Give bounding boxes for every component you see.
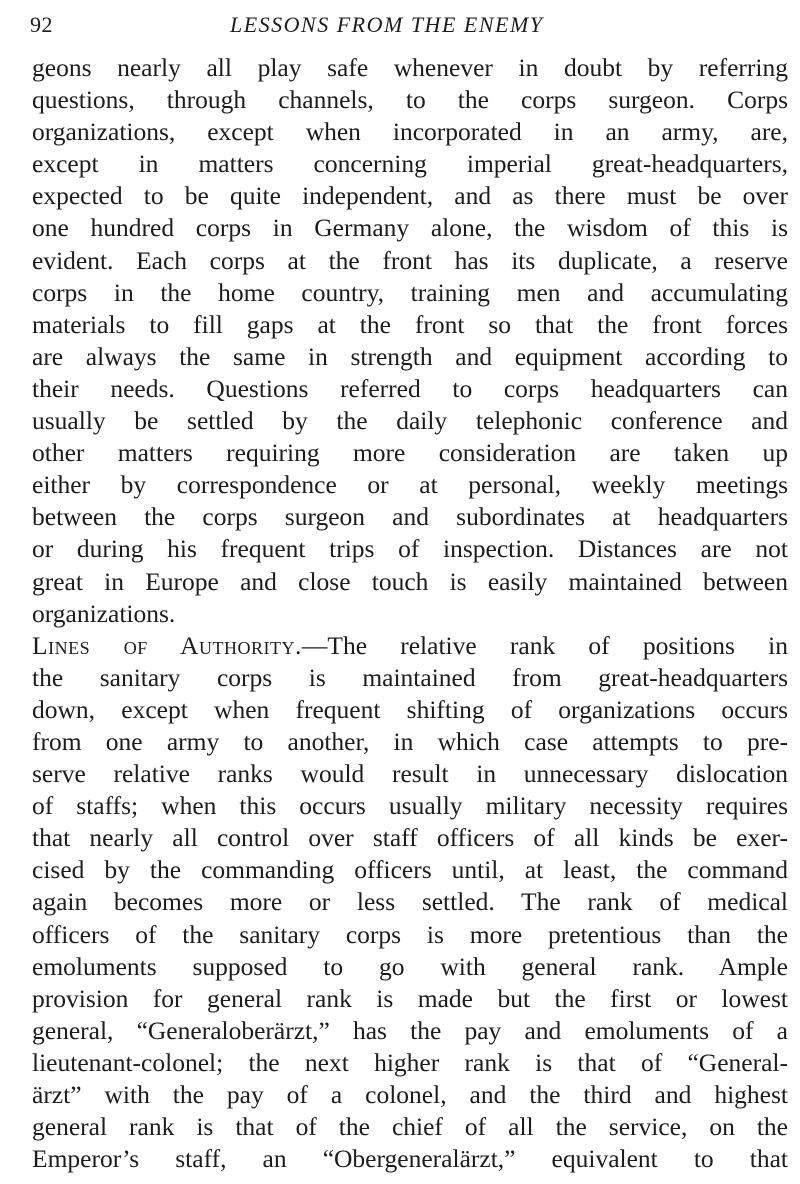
text-line: corps in the home country, training men and accumulating xyxy=(32,277,788,307)
text-line: that nearly all control over staff officers of all kinds be exer- xyxy=(32,823,788,853)
text-line: either by correspondence or at personal, weekly meetings xyxy=(32,470,788,500)
text-line: usually be settled by the daily telephonic conference and xyxy=(32,406,788,436)
text-line: emoluments supposed to go with general rank. Ample xyxy=(32,951,788,981)
text-line: of staffs; when this occurs usually military necessity requires xyxy=(32,791,788,821)
text-line: expected to be quite independent, and as there must be over xyxy=(32,181,788,211)
text-line: again becomes more or less settled. The rank of medical xyxy=(32,887,788,917)
text-line: between the corps surgeon and subordinates at headquarters xyxy=(32,502,788,532)
text-line: cised by the commanding officers until, at least, the command xyxy=(32,855,788,885)
text-line: ärzt” with the pay of a colonel, and the third and highest xyxy=(32,1080,788,1109)
section-first-line xyxy=(32,630,788,662)
text-line: lieutenant-colonel; the next higher rank is that of “General- xyxy=(32,1047,788,1077)
text-line: are always the same in strength and equipment according to xyxy=(32,341,788,371)
text-line: geons nearly all play safe whenever in doubt by referring xyxy=(32,53,788,82)
text-line: or during his frequent trips of inspection. Distances are not xyxy=(32,534,788,564)
text-line: serve relative ranks would result in unnecessary dislocation xyxy=(32,759,788,789)
text-line: organizations, except when incorporated in an army, are, xyxy=(32,117,788,147)
text-line: one hundred corps in Germany alone, the wisdom of this is xyxy=(32,213,788,243)
page-number: 92 xyxy=(30,12,53,37)
text-line: great in Europe and close touch is easily maintained between xyxy=(32,566,788,596)
text-line: questions, through channels, to the corps surgeon. Corps xyxy=(32,85,788,115)
running-title: LESSONS FROM THE ENEMY xyxy=(230,12,544,37)
body-text xyxy=(32,52,788,1175)
text-line: provision for general rank is made but the first or lowest xyxy=(32,983,788,1013)
section-heading: Lines of Authority. xyxy=(32,630,302,660)
text-line: officers of the sanitary corps is more pretentious than the xyxy=(32,919,788,949)
text-line: other matters requiring more consideration are taken up xyxy=(32,438,788,468)
text-line: general rank is that of the chief of all the service, on the xyxy=(32,1112,788,1142)
text-line-paragraph-end: organizations. xyxy=(32,598,176,628)
text-line: down, except when frequent shifting of organizations occurs xyxy=(32,694,788,724)
text-line: the sanitary corps is maintained from great-headquarters xyxy=(32,662,788,692)
text-line: Emperor’s staff, an “Obergeneralärzt,” equivalent to that xyxy=(32,1144,788,1174)
text-line: their needs. Questions referred to corps headquarters can xyxy=(32,373,788,403)
section-first-line-rest: —The relative rank of positions in xyxy=(301,630,788,660)
text-line: general, “Generaloberärzt,” has the pay and emoluments of a xyxy=(32,1015,788,1045)
running-head xyxy=(30,6,770,46)
text-line: from one army to another, in which case attempts to pre- xyxy=(32,726,788,756)
text-line: evident. Each corps at the front has its duplicate, a reserve xyxy=(32,245,788,275)
text-line: except in matters concerning imperial great-headquarters, xyxy=(32,149,788,179)
text-line: materials to fill gaps at the front so that the front forces xyxy=(32,309,788,339)
